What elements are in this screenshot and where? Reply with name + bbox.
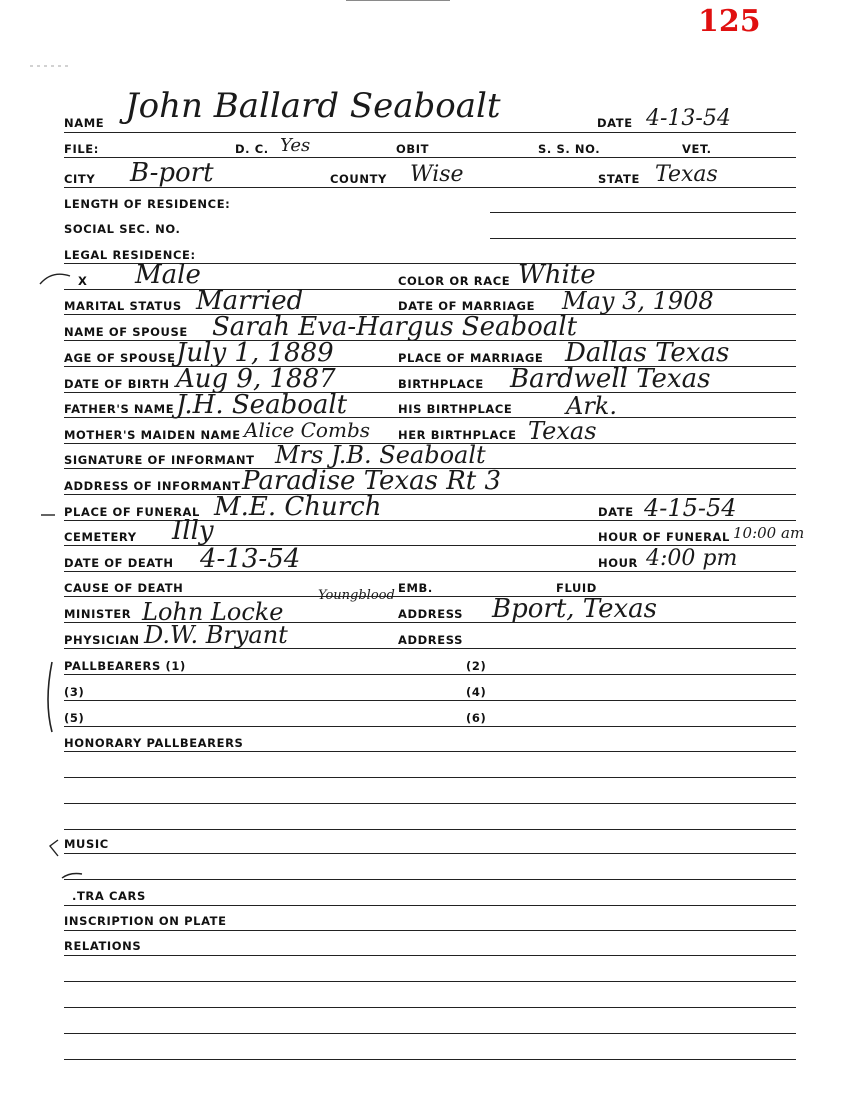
- dc-label: D. C.: [235, 142, 269, 156]
- legal-residence-label: LEGAL RESIDENCE:: [64, 248, 196, 262]
- minister-label: MINISTER: [64, 607, 132, 621]
- relations-rule-2: [64, 981, 796, 982]
- inscription-rule: [64, 930, 796, 931]
- date-of-death-label: DATE OF DEATH: [64, 556, 174, 570]
- state-label: STATE: [598, 172, 640, 186]
- age-of-spouse-value: July 1, 1889: [176, 338, 334, 368]
- fluid-label: FLUID: [556, 581, 597, 595]
- address-of-informant-value: Paradise Texas Rt 3: [242, 466, 502, 496]
- relations-rule-5: [64, 1059, 796, 1060]
- date-of-birth-value: Aug 9, 1887: [176, 364, 336, 394]
- pallbearer-2-label: (2): [466, 659, 487, 673]
- name-label: NAME: [64, 116, 105, 130]
- relations-rule-4: [64, 1033, 796, 1034]
- date-of-birth-label: DATE OF BIRTH: [64, 377, 170, 391]
- state-value: Texas: [655, 162, 718, 187]
- pallbearers-rule-2: [64, 700, 796, 701]
- social-sec-no-label: SOCIAL SEC. NO.: [64, 222, 181, 236]
- page-number: 125: [698, 4, 761, 39]
- color-or-race-value: White: [518, 260, 596, 290]
- date-of-marriage-value: May 3, 1908: [562, 287, 714, 315]
- physician-value: D.W. Bryant: [144, 621, 288, 649]
- ssn-rule: [490, 238, 796, 239]
- residence-rule: [490, 212, 796, 213]
- county-value: Wise: [410, 162, 464, 187]
- marital-status-value: Married: [196, 286, 304, 316]
- music-rule-1: [64, 853, 796, 854]
- birthplace-label: BIRTHPLACE: [398, 377, 484, 391]
- date-of-marriage-label: DATE OF MARRIAGE: [398, 299, 536, 313]
- emb-label: EMB.: [398, 581, 433, 595]
- minister-address-value: Bport, Texas: [492, 594, 658, 624]
- date-label: DATE: [597, 116, 633, 130]
- minister-note: Youngblood: [318, 588, 395, 603]
- dc-value: Yes: [280, 135, 311, 156]
- name-rule: [64, 132, 796, 133]
- date-value: 4-13-54: [646, 106, 731, 131]
- pallbearers-label: PALLBEARERS (1): [64, 659, 186, 673]
- pallbearer-3-label: (3): [64, 685, 85, 699]
- fathers-name-value: J.H. Seaboalt: [176, 390, 348, 420]
- sex-value: Male: [135, 260, 201, 290]
- signature-of-informant-value: Mrs J.B. Seaboalt: [275, 441, 486, 469]
- address-of-informant-label: ADDRESS OF INFORMANT: [64, 479, 241, 493]
- physician-address-label: ADDRESS: [398, 633, 463, 647]
- his-birthplace-label: HIS BIRTHPLACE: [398, 402, 513, 416]
- city-rule: [64, 187, 796, 188]
- funeral-date-value: 4-15-54: [644, 494, 737, 522]
- city-value: B-port: [130, 158, 214, 188]
- inscription-on-plate-label: INSCRIPTION ON PLATE: [64, 914, 227, 928]
- date-of-death-value: 4-13-54: [200, 544, 301, 574]
- file-label: FILE:: [64, 142, 99, 156]
- funeral-date-label: DATE: [598, 505, 634, 519]
- her-birthplace-label: HER BIRTHPLACE: [398, 428, 517, 442]
- obit-label: OBIT: [396, 142, 430, 156]
- county-label: COUNTY: [330, 172, 387, 186]
- cemetery-value: Illy: [172, 516, 214, 546]
- honorary-rule-4: [64, 829, 796, 830]
- name-of-spouse-value: Sarah Eva-Hargus Seaboalt: [212, 312, 578, 342]
- pallbearer-4-label: (4): [466, 685, 487, 699]
- extra-cars-rule: [64, 905, 796, 906]
- hour-label: HOUR: [598, 556, 638, 570]
- fathers-name-label: FATHER'S NAME: [64, 402, 175, 416]
- ss-no-label: S. S. NO.: [538, 142, 601, 156]
- mothers-maiden-name-value: Alice Combs: [244, 418, 371, 442]
- color-or-race-label: COLOR OR RACE: [398, 274, 511, 288]
- length-of-residence-label: LENGTH OF RESIDENCE:: [64, 197, 231, 211]
- minister-address-label: ADDRESS: [398, 607, 463, 621]
- place-of-marriage-label: PLACE OF MARRIAGE: [398, 351, 544, 365]
- music-label: MUSIC: [64, 837, 109, 851]
- honorary-rule-1: [64, 751, 796, 752]
- pallbearer-5-label: (5): [64, 711, 85, 725]
- signature-of-informant-label: SIGNATURE OF INFORMANT: [64, 453, 255, 467]
- extra-cars-label: .TRA CARS: [72, 889, 146, 903]
- pallbearers-rule-3: [64, 726, 796, 727]
- cause-rule: [64, 596, 796, 597]
- physician-label: PHYSICIAN: [64, 633, 140, 647]
- minister-value: Lohn Locke: [142, 598, 284, 626]
- city-label: CITY: [64, 172, 96, 186]
- relations-rule-3: [64, 1007, 796, 1008]
- father-rule: [64, 417, 796, 418]
- honorary-rule-2: [64, 777, 796, 778]
- relations-rule-1: [64, 955, 796, 956]
- her-birthplace-value: Texas: [528, 417, 597, 445]
- music-rule-2: [64, 879, 796, 880]
- physician-rule: [64, 648, 796, 649]
- name-of-spouse-label: NAME OF SPOUSE: [64, 325, 188, 339]
- pallbearer-6-label: (6): [466, 711, 487, 725]
- vet-label: VET.: [682, 142, 712, 156]
- relations-label: RELATIONS: [64, 939, 142, 953]
- cause-of-death-label: CAUSE OF DEATH: [64, 581, 184, 595]
- pallbearers-rule-1: [64, 674, 796, 675]
- age-of-spouse-label: AGE OF SPOUSE: [64, 351, 176, 365]
- sex-label: X: [78, 274, 88, 288]
- death-rule: [64, 571, 796, 572]
- his-birthplace-value: Ark.: [566, 392, 617, 420]
- marital-status-label: MARITAL STATUS: [64, 299, 182, 313]
- birthplace-value: Bardwell Texas: [510, 364, 711, 394]
- honorary-rule-3: [64, 803, 796, 804]
- mothers-maiden-name-label: MOTHER'S MAIDEN NAME: [64, 428, 241, 442]
- dob-rule: [64, 392, 796, 393]
- place-of-marriage-value: Dallas Texas: [565, 338, 730, 368]
- cemetery-label: CEMETERY: [64, 530, 137, 544]
- place-of-funeral-value: M.E. Church: [214, 492, 382, 522]
- hour-of-funeral-label: HOUR OF FUNERAL: [598, 530, 730, 544]
- honorary-pallbearers-label: HONORARY PALLBEARERS: [64, 736, 244, 750]
- place-of-funeral-label: PLACE OF FUNERAL: [64, 505, 200, 519]
- name-value: John Ballard Seaboalt: [125, 86, 501, 126]
- hour-value: 4:00 pm: [646, 546, 738, 571]
- hour-of-funeral-value: 10:00 am: [733, 524, 805, 542]
